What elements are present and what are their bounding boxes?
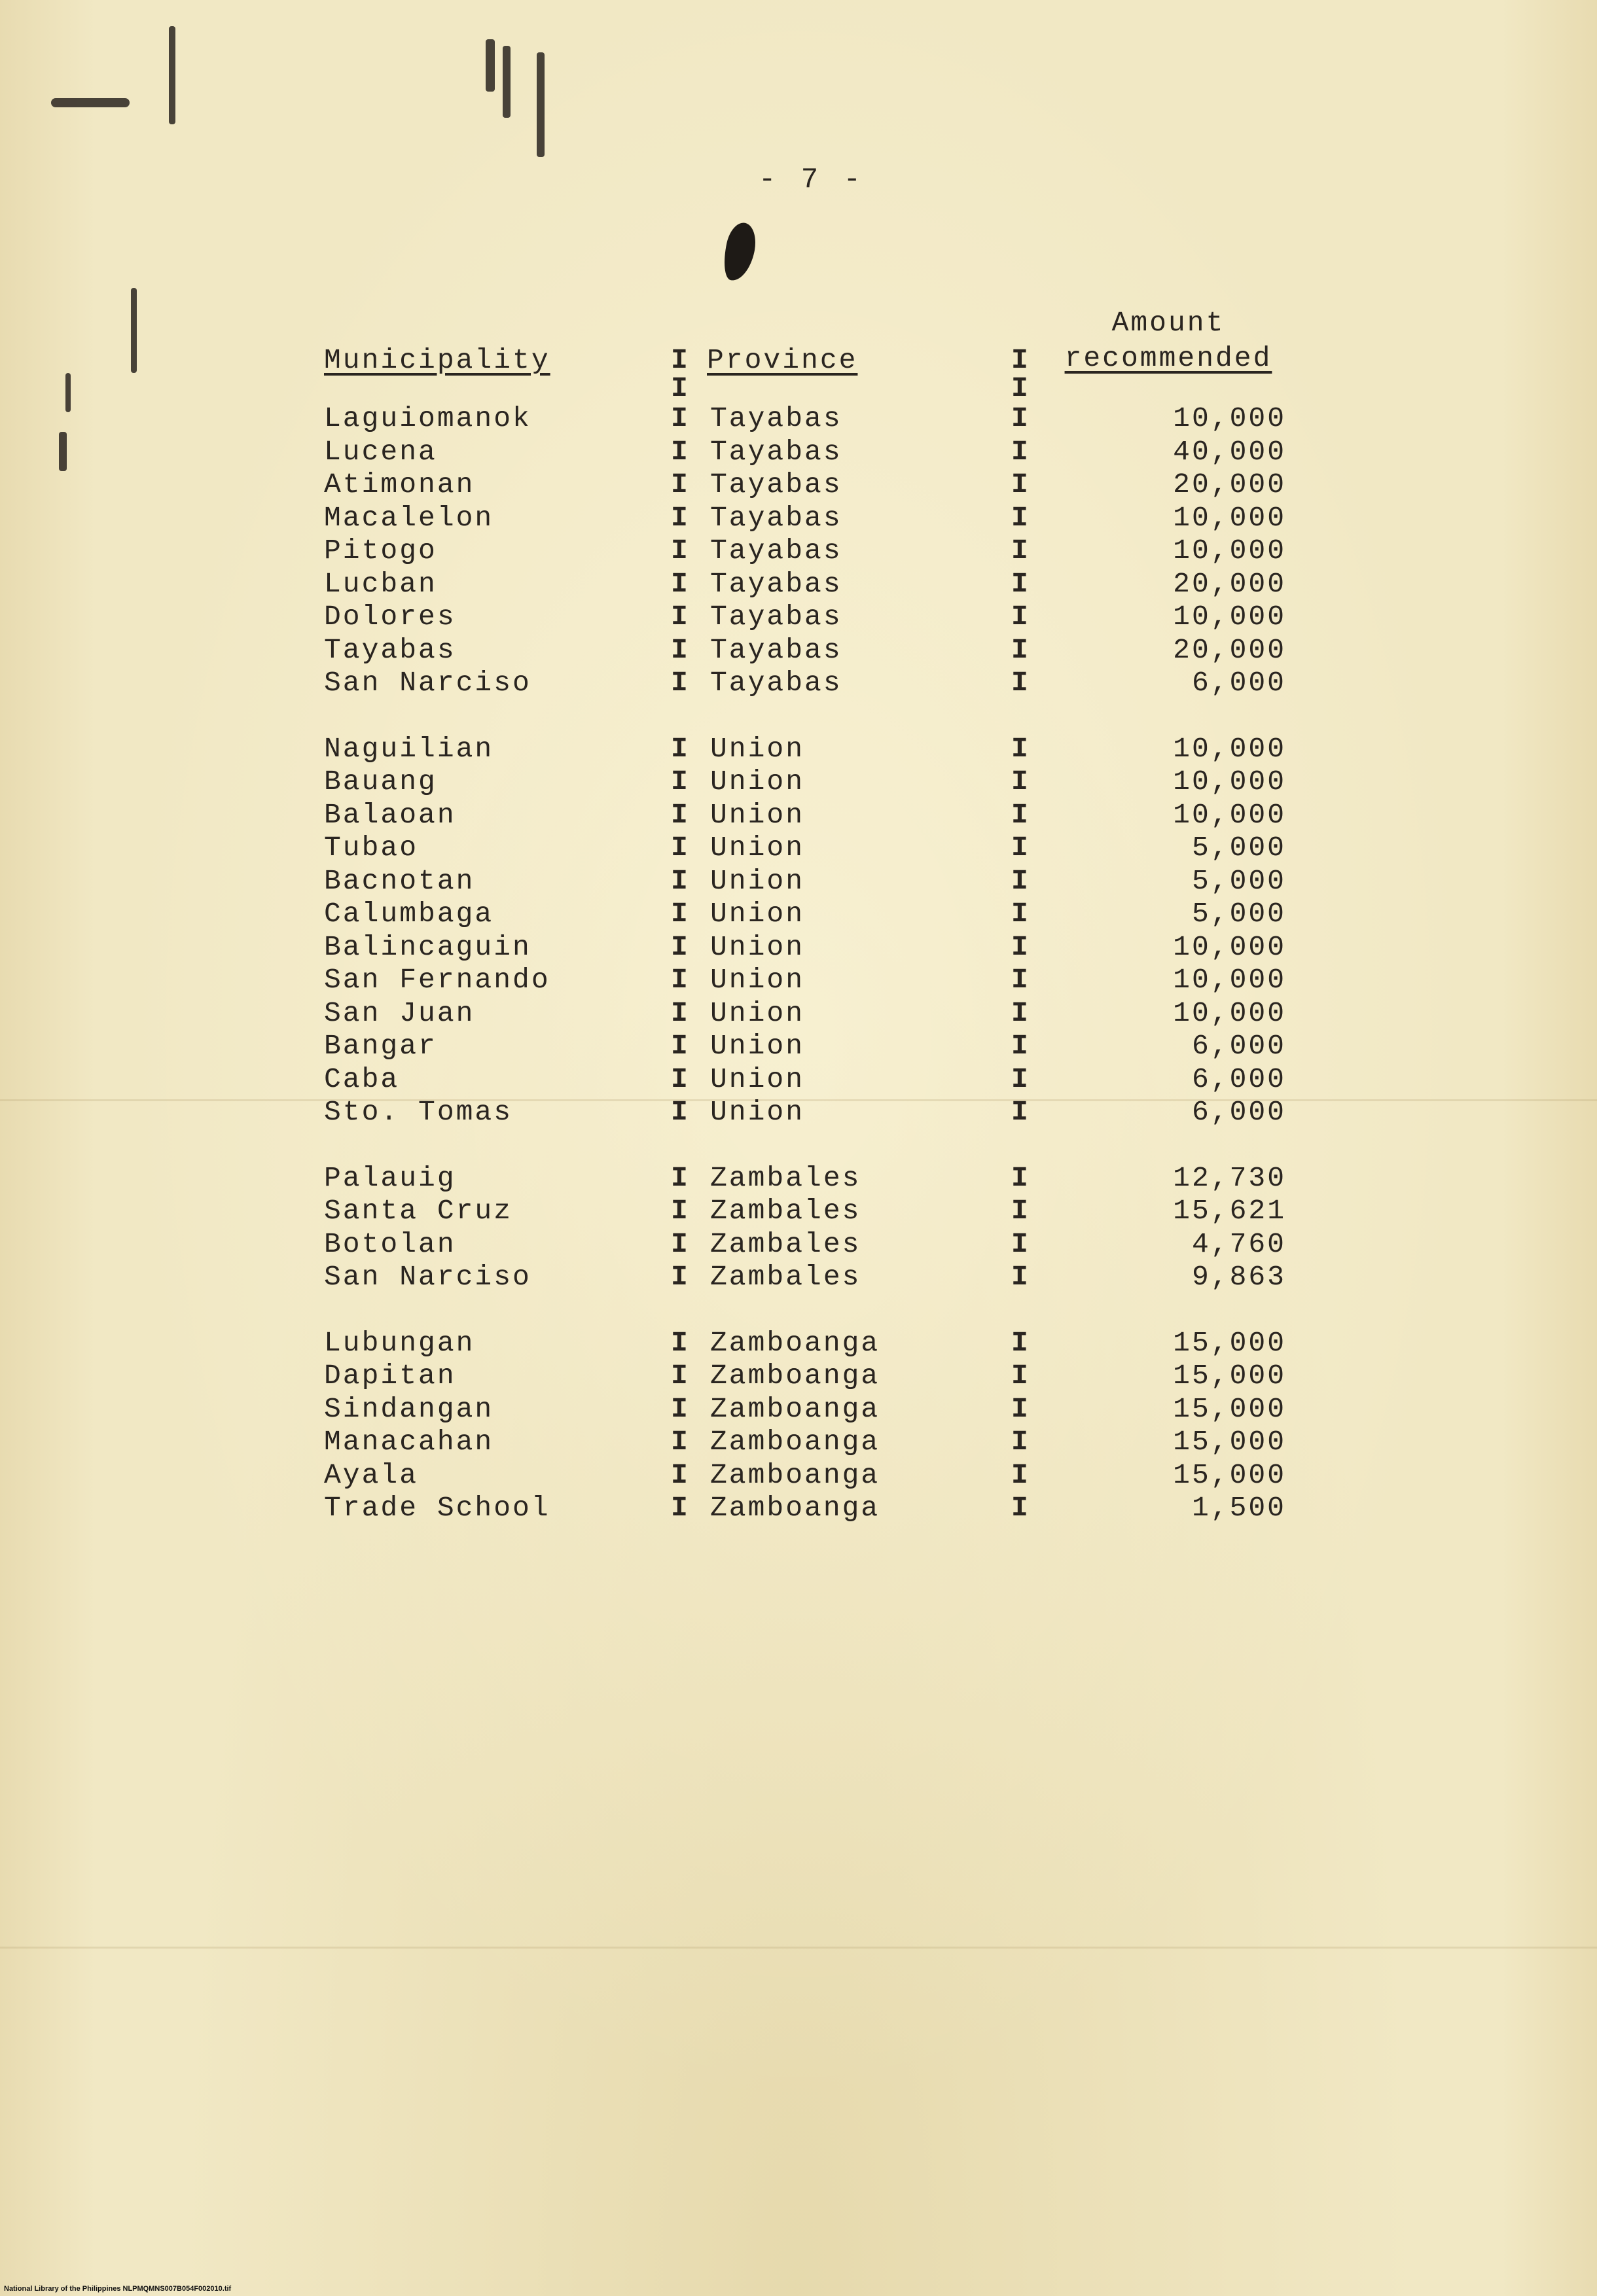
column-separator: I [1011,402,1030,434]
municipality-cell: Santa Cruz [324,1195,513,1227]
amount-cell: 20,000 [1173,468,1286,501]
column-separator: I [1011,667,1030,699]
amount-cell: 10,000 [1173,535,1286,567]
column-separator: I [671,402,690,434]
municipality-cell: San Juan [324,997,475,1029]
column-separator: I [671,732,690,765]
municipality-cell: Dapitan [324,1360,456,1392]
page-number: - 7 - [758,164,865,196]
table-row [324,1426,1286,1459]
table-row [324,865,1286,898]
amount-cell: 10,000 [1173,997,1286,1029]
column-separator: I [1011,1096,1030,1128]
column-separator: I [671,344,690,376]
column-separator: I [671,667,690,699]
municipality-cell: Calumbaga [324,898,494,930]
province-cell: Zambales [710,1227,861,1260]
amount-cell: 20,000 [1173,633,1286,666]
table-row [324,1261,1286,1294]
table-row [324,1393,1286,1426]
province-cell: Union [710,1030,805,1062]
table-row [324,402,1286,436]
table-row [324,1459,1286,1492]
municipality-cell: Lucena [324,435,437,468]
table-row [324,1063,1286,1097]
table-row [324,568,1286,601]
amount-cell: 10,000 [1173,930,1286,963]
amount-cell: 5,000 [1191,864,1286,897]
column-separator: I [671,964,690,996]
municipality-cell: Palauig [324,1161,456,1194]
province-cell: Union [710,832,805,864]
municipality-cell: Botolan [324,1227,456,1260]
amount-cell: 15,000 [1173,1458,1286,1491]
table-row [324,997,1286,1031]
amount-cell: 40,000 [1173,435,1286,468]
amount-cell: 6,000 [1191,667,1286,699]
province-cell: Zamboanga [710,1458,880,1491]
table-row [324,1162,1286,1195]
column-separator: I [1011,1458,1030,1491]
binder-mark [51,98,130,107]
province-cell: Union [710,798,805,831]
column-separator: I [1011,1426,1030,1458]
province-cell: Zambales [710,1195,861,1227]
municipality-cell: Atimonan [324,468,475,501]
municipality-cell: Tayabas [324,633,456,666]
column-separator: I [671,997,690,1029]
column-separator: I [671,501,690,534]
table-row [324,1492,1286,1525]
province-group [324,1327,1286,1525]
province-cell: Union [710,898,805,930]
binder-mark [503,46,511,118]
amount-cell: 15,000 [1173,1326,1286,1359]
table-row [324,964,1286,997]
amount-cell: 10,000 [1173,601,1286,633]
column-separator: I [1011,567,1030,600]
column-separator: I [1011,798,1030,831]
province-cell: Union [710,964,805,996]
column-separator: I [1011,1227,1030,1260]
municipality-cell: San Narciso [324,667,531,699]
header-spacer [324,372,1286,404]
municipality-cell: Ayala [324,1458,419,1491]
column-separator: I [1011,1195,1030,1227]
municipality-cell: Manacahan [324,1426,494,1458]
column-separator: I [671,633,690,666]
column-separator: I [671,1096,690,1128]
header-amount [1050,306,1286,376]
amount-cell: 5,000 [1191,898,1286,930]
province-group [324,733,1286,1129]
ink-blot [719,220,760,283]
amount-cell: 10,000 [1173,964,1286,996]
column-separator: I [1011,1030,1030,1062]
municipality-cell: San Fernando [324,964,550,996]
municipality-cell: Lubungan [324,1326,475,1359]
table-row [324,634,1286,667]
column-separator: I [1011,766,1030,798]
amount-cell: 15,621 [1173,1195,1286,1227]
column-separator: I [671,1458,690,1491]
amount-cell: 4,760 [1191,1227,1286,1260]
column-separator: I [1011,535,1030,567]
amount-cell: 10,000 [1173,798,1286,831]
column-separator: I [1011,372,1030,404]
table-row [324,1096,1286,1129]
municipality-cell: Trade School [324,1492,550,1524]
column-separator: I [671,1492,690,1524]
column-separator: I [671,1195,690,1227]
binder-mark [169,26,175,124]
province-cell: Tayabas [710,468,842,501]
municipality-cell: Macalelon [324,501,494,534]
province-cell: Tayabas [710,535,842,567]
province-group [324,402,1286,700]
province-cell: Union [710,766,805,798]
municipality-cell: Pitogo [324,535,437,567]
province-cell: Tayabas [710,601,842,633]
column-separator: I [1011,1392,1030,1425]
table-row [324,436,1286,469]
province-cell: Union [710,864,805,897]
table-row [324,733,1286,766]
column-separator: I [1011,601,1030,633]
province-cell: Union [710,1096,805,1128]
column-separator: I [671,1426,690,1458]
table-row [324,502,1286,535]
province-cell: Tayabas [710,402,842,434]
column-separator: I [671,1392,690,1425]
column-separator: I [671,798,690,831]
column-separator: I [1011,1492,1030,1524]
column-separator: I [671,930,690,963]
province-cell: Zamboanga [710,1326,880,1359]
amount-cell: 6,000 [1191,1063,1286,1095]
amount-cell: 1,500 [1191,1492,1286,1524]
column-separator: I [1011,501,1030,534]
column-separator: I [671,832,690,864]
column-separator: I [1011,930,1030,963]
province-cell: Zambales [710,1161,861,1194]
municipality-cell: Bacnotan [324,864,475,897]
binder-mark [65,373,71,412]
province-cell: Tayabas [710,435,842,468]
column-separator: I [671,1063,690,1095]
column-separator: I [1011,633,1030,666]
column-separator: I [1011,344,1030,376]
table-row [324,1327,1286,1360]
column-separator: I [1011,1063,1030,1095]
column-separator: I [671,601,690,633]
province-cell: Union [710,1063,805,1095]
table-row [324,1195,1286,1228]
municipality-cell: Dolores [324,601,456,633]
municipality-cell: San Narciso [324,1261,531,1293]
column-separator: I [671,468,690,501]
column-separator: I [1011,732,1030,765]
amount-cell: 15,000 [1173,1426,1286,1458]
column-separator: I [1011,964,1030,996]
table-row [324,1228,1286,1262]
table-row [324,766,1286,799]
municipality-cell: Bangar [324,1030,437,1062]
column-separator: I [671,766,690,798]
province-cell: Zambales [710,1261,861,1293]
column-separator: I [671,898,690,930]
archive-credit: National Library of the Philippines NLPMQMNS007B054F002010.tif [4,2285,232,2293]
province-cell: Tayabas [710,567,842,600]
province-cell: Tayabas [710,633,842,666]
header-province: Province [707,344,858,376]
column-separator: I [1011,997,1030,1029]
table-row [324,799,1286,832]
municipality-cell: Balincaguin [324,930,531,963]
municipality-cell: Sto. Tomas [324,1096,513,1128]
binder-mark [537,52,545,157]
province-cell: Tayabas [710,667,842,699]
column-separator: I [671,567,690,600]
column-separator: I [671,864,690,897]
column-separator: I [671,372,690,404]
column-separator: I [671,1161,690,1194]
column-separator: I [671,1227,690,1260]
header-municipality: Municipality [324,344,550,376]
appropriation-table [324,298,1286,1558]
province-cell: Union [710,732,805,765]
table-row [324,535,1286,568]
municipality-cell: Bauang [324,766,437,798]
header-amount-line1: Amount [1111,307,1225,339]
column-separator: I [671,1326,690,1359]
province-group [324,1162,1286,1294]
table-row [324,832,1286,865]
table-row [324,931,1286,964]
table-header [324,298,1286,376]
column-separator: I [1011,1261,1030,1293]
municipality-cell: Sindangan [324,1392,494,1425]
column-separator: I [1011,898,1030,930]
province-cell: Zamboanga [710,1492,880,1524]
province-cell: Zamboanga [710,1360,880,1392]
amount-cell: 15,000 [1173,1392,1286,1425]
province-cell: Union [710,930,805,963]
province-cell: Tayabas [710,501,842,534]
municipality-cell: Tubao [324,832,419,864]
municipality-cell: Lucban [324,567,437,600]
amount-cell: 5,000 [1191,832,1286,864]
column-separator: I [1011,864,1030,897]
binder-mark [486,39,495,92]
column-separator: I [1011,832,1030,864]
table-body [324,402,1286,1525]
table-row [324,1030,1286,1063]
amount-cell: 12,730 [1173,1161,1286,1194]
amount-cell: 10,000 [1173,501,1286,534]
municipality-cell: Laguiomanok [324,402,531,434]
municipality-cell: Caba [324,1063,400,1095]
fold-crease [0,1947,1597,1949]
amount-cell: 6,000 [1191,1096,1286,1128]
header-amount-line2: recommended [1064,342,1272,374]
amount-cell: 15,000 [1173,1360,1286,1392]
column-separator: I [671,1360,690,1392]
column-separator: I [1011,435,1030,468]
municipality-cell: Naguilian [324,732,494,765]
column-separator: I [1011,1360,1030,1392]
table-row [324,898,1286,931]
binder-mark [59,432,67,471]
table-row [324,667,1286,700]
municipality-cell: Balaoan [324,798,456,831]
amount-cell: 6,000 [1191,1030,1286,1062]
column-separator: I [1011,1326,1030,1359]
table-row [324,468,1286,502]
province-cell: Zamboanga [710,1392,880,1425]
amount-cell: 10,000 [1173,402,1286,434]
column-separator: I [671,1261,690,1293]
province-cell: Zamboanga [710,1426,880,1458]
binder-mark [131,288,137,373]
table-row [324,1360,1286,1393]
province-cell: Union [710,997,805,1029]
amount-cell: 10,000 [1173,766,1286,798]
column-separator: I [1011,468,1030,501]
table-row [324,601,1286,634]
amount-cell: 20,000 [1173,567,1286,600]
column-separator: I [671,1030,690,1062]
column-separator: I [1011,1161,1030,1194]
column-separator: I [671,535,690,567]
column-separator: I [671,435,690,468]
amount-cell: 9,863 [1191,1261,1286,1293]
amount-cell: 10,000 [1173,732,1286,765]
